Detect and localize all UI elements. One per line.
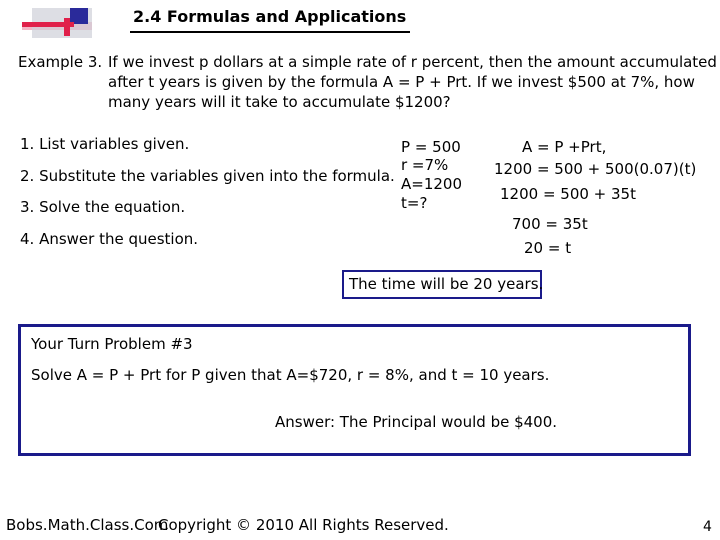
variable-p: P = 500 (401, 138, 461, 156)
variable-t: t=? (401, 194, 428, 212)
step-3: 3. Solve the equation. (20, 198, 186, 216)
footer-site[interactable]: Bobs.Math.Class.Com (6, 516, 169, 534)
your-turn-heading: Your Turn Problem #3 (31, 335, 193, 353)
example-label: Example 3. (18, 53, 103, 71)
example-line-1: If we invest p dollars at a simple rate of r percent, then the amount accumulated (108, 53, 717, 71)
example-line-2: after t years is given by the formula A = P + Prt. If we invest $500 at 7%, how (108, 73, 695, 91)
step-1: 1. List variables given. (20, 135, 190, 153)
title-underline (130, 31, 410, 33)
work-line-1: A = P +Prt, (522, 138, 607, 156)
footer-copyright: Copyright © 2010 All Rights Reserved. (158, 516, 449, 534)
work-line-2: 1200 = 500 + 500(0.07)(t) (494, 160, 697, 178)
page-title: 2.4 Formulas and Applications (133, 7, 407, 26)
example-line-3: many years will it take to accumulate $1200? (108, 93, 451, 111)
work-line-3: 1200 = 500 + 35t (500, 185, 636, 203)
variable-r: r =7% (401, 156, 449, 174)
work-line-5: 20 = t (524, 239, 572, 257)
page-number: 4 (703, 519, 712, 535)
your-turn-problem: Solve A = P + Prt for P given that A=$720, r = 8%, and t = 10 years. (31, 366, 550, 384)
your-turn-answer: Answer: The Principal would be $400. (275, 413, 558, 431)
answer-text: The time will be 20 years. (349, 275, 544, 293)
slide-logo (22, 8, 97, 38)
step-2: 2. Substitute the variables given into the formula. (20, 167, 395, 185)
step-4: 4. Answer the question. (20, 230, 199, 248)
work-line-4: 700 = 35t (512, 215, 588, 233)
variable-a: A=1200 (401, 175, 463, 193)
